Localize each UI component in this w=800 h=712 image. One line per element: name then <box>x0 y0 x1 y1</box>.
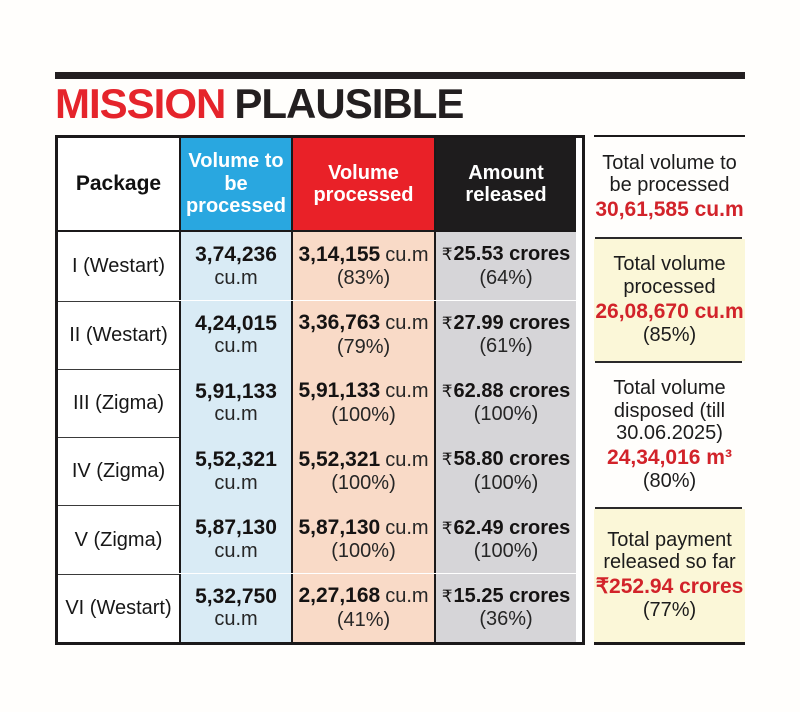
header-label: Volume to be processed <box>185 150 287 218</box>
amount-value: 62.88 crores <box>453 379 571 402</box>
package-cell <box>58 232 179 300</box>
column-header-amount-released <box>434 138 576 232</box>
amount-value: 25.53 crores <box>453 243 571 266</box>
amount-value: 27.99 crores <box>453 311 571 334</box>
summary-label: Total payment released so far <box>603 528 736 574</box>
processed-unit: cu.m <box>385 585 429 608</box>
summary-percent: (77%) <box>642 599 697 622</box>
volume-value: 5,52,321 <box>195 448 277 472</box>
processed-value: 5,52,321 <box>298 447 381 471</box>
amount-percent: (100%) <box>473 403 539 426</box>
package-label: VI (Westart) <box>65 597 172 619</box>
amount-percent: (36%) <box>479 608 533 631</box>
summary-value: ₹252.94 crores <box>595 575 744 599</box>
processed-unit: cu.m <box>385 380 429 403</box>
volume-value: 5,32,750 <box>195 584 277 608</box>
volume-unit: cu.m <box>214 403 258 426</box>
page-title <box>55 80 463 128</box>
processed-percent: (79%) <box>336 335 391 358</box>
package-cell <box>58 437 179 505</box>
volume-unit: cu.m <box>214 608 258 631</box>
amount-value: 62.49 crores <box>453 516 571 539</box>
processed-unit: cu.m <box>385 448 429 471</box>
summary-label: Total volume disposed (till 30.06.2025) <box>613 376 726 445</box>
processed-value: 5,91,133 <box>298 379 381 403</box>
packages-table <box>55 135 585 645</box>
volume-to-process-cell <box>179 505 291 573</box>
processed-percent: (100%) <box>331 540 396 563</box>
amount-value: 58.80 crores <box>453 448 571 471</box>
summary-label: Total volume processed <box>613 253 726 298</box>
summary-column <box>585 135 745 645</box>
package-label: III (Zigma) <box>72 392 165 415</box>
volume-to-process-cell <box>179 232 291 300</box>
processed-unit: cu.m <box>385 243 429 266</box>
summary-value: 26,08,670 cu.m <box>595 299 744 323</box>
volume-value: 5,91,133 <box>195 379 277 403</box>
package-cell <box>58 301 179 369</box>
title-word-black: PLAUSIBLE <box>234 80 464 127</box>
package-cell <box>58 369 179 437</box>
processed-percent: (100%) <box>331 403 396 426</box>
summary-total-volume-to-be-processed <box>594 137 745 237</box>
column-header-volume-processed <box>291 138 434 232</box>
package-label: IV (Zigma) <box>71 460 166 483</box>
rupee-symbol: ₹ <box>441 586 453 606</box>
volume-to-process-cell <box>179 574 291 642</box>
volume-unit: cu.m <box>214 335 258 358</box>
volume-to-process-cell <box>179 437 291 505</box>
volume-unit: cu.m <box>214 471 258 494</box>
summary-label: Total volume to be processed <box>602 151 737 197</box>
volume-processed-cell <box>291 301 434 369</box>
summary-percent: (85%) <box>642 323 697 346</box>
processed-value: 3,14,155 <box>298 242 381 266</box>
processed-value: 3,36,763 <box>298 311 381 335</box>
rupee-symbol: ₹ <box>441 381 453 401</box>
header-label: Volume processed <box>313 161 414 206</box>
volume-to-process-cell <box>179 301 291 369</box>
amount-value: 15.25 crores <box>453 584 571 607</box>
amount-percent: (61%) <box>479 335 533 358</box>
amount-percent: (64%) <box>479 266 533 289</box>
amount-released-cell <box>434 369 576 437</box>
amount-percent: (100%) <box>473 471 539 494</box>
processed-unit: cu.m <box>385 312 429 335</box>
rupee-symbol: ₹ <box>441 450 453 470</box>
volume-processed-cell <box>291 437 434 505</box>
processed-value: 5,87,130 <box>298 515 381 539</box>
column-header-package <box>58 138 179 232</box>
summary-total-volume-disposed <box>594 363 745 507</box>
top-rule-bar <box>55 72 745 79</box>
summary-total-volume-processed <box>594 239 745 361</box>
volume-to-process-cell <box>179 369 291 437</box>
processed-percent: (83%) <box>336 267 391 290</box>
rupee-symbol: ₹ <box>441 313 453 333</box>
summary-value: 30,61,585 cu.m <box>595 198 744 222</box>
content-layout <box>55 135 745 645</box>
amount-released-cell <box>434 232 576 300</box>
amount-released-cell <box>434 574 576 642</box>
volume-value: 3,74,236 <box>195 243 277 267</box>
volume-unit: cu.m <box>214 539 258 562</box>
column-header-volume-to-be-processed <box>179 138 291 232</box>
summary-total-payment-released <box>594 509 745 642</box>
volume-unit: cu.m <box>214 266 258 289</box>
title-word-red: MISSION <box>55 80 226 127</box>
header-label: Amount released <box>465 161 547 206</box>
processed-percent: (41%) <box>336 608 391 631</box>
rupee-symbol: ₹ <box>441 518 453 538</box>
package-label: V (Zigma) <box>74 528 163 551</box>
volume-processed-cell <box>291 505 434 573</box>
header-label: Package <box>75 172 162 196</box>
amount-released-cell <box>434 301 576 369</box>
summary-percent: (80%) <box>642 470 697 493</box>
package-cell <box>58 505 179 573</box>
processed-percent: (100%) <box>331 472 396 495</box>
volume-value: 4,24,015 <box>195 311 277 335</box>
volume-value: 5,87,130 <box>195 516 277 540</box>
package-label: I (Westart) <box>72 255 165 278</box>
volume-processed-cell <box>291 574 434 642</box>
summary-value: 24,34,016 m³ <box>607 446 732 470</box>
rupee-symbol: ₹ <box>441 245 453 265</box>
package-cell <box>58 574 179 642</box>
package-label: II (Westart) <box>69 323 168 346</box>
processed-unit: cu.m <box>385 516 429 539</box>
amount-percent: (100%) <box>473 539 539 562</box>
volume-processed-cell <box>291 369 434 437</box>
amount-released-cell <box>434 505 576 573</box>
volume-processed-cell <box>291 232 434 300</box>
processed-value: 2,27,168 <box>298 584 381 608</box>
amount-released-cell <box>434 437 576 505</box>
